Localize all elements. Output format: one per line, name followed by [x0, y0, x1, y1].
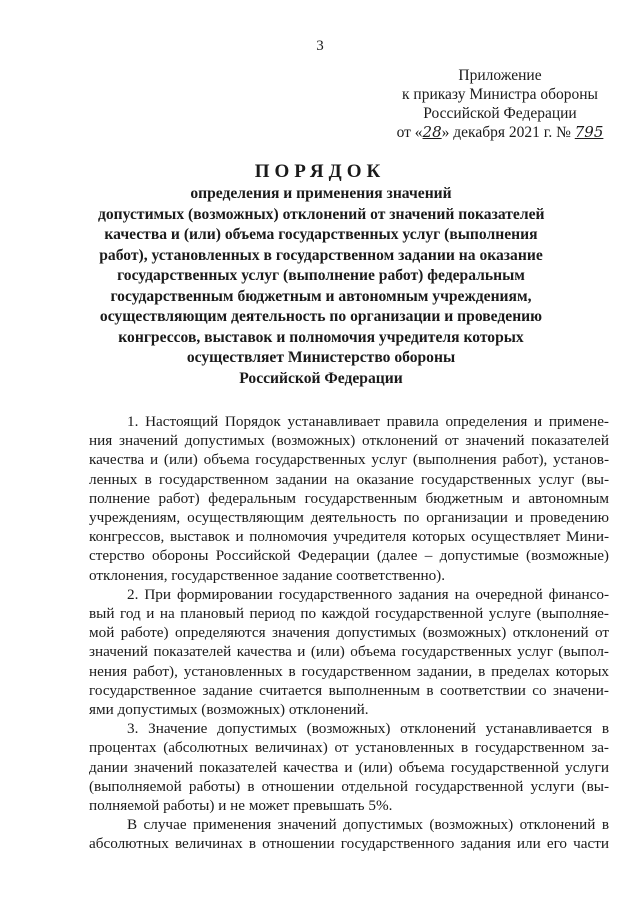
document-subtitle	[98, 184, 544, 389]
paragraph-line: полнение работ) федеральным государственным бюджетным и автономным	[89, 489, 609, 507]
page-number: 3	[316, 38, 324, 54]
paragraph-line: качества и (или) объема государственных услуг (выполнения работ), установ-	[89, 451, 609, 469]
paragraph-line: стерство обороны Российской Федерации (далее – допустимые (возможные)	[89, 547, 609, 565]
paragraph-line: вый год и на плановый период по каждой государственной услуге (выполняе-	[89, 605, 609, 623]
subtitle-line: Российской Федерации	[239, 369, 403, 387]
paragraph	[89, 585, 609, 719]
subtitle-line: государственным бюджетным и автономным учреждениям,	[110, 287, 532, 305]
paragraph-line: абсолютных величинах в отношении государственного задания или его части	[89, 835, 609, 853]
paragraph-line: отклонения, государственное задание соответственно).	[89, 566, 446, 584]
subtitle-line: качества и (или) объема государственных услуг (выполнения	[104, 226, 538, 243]
paragraph-line: дании значений показателей качества и (или) объема государственной услуги	[89, 758, 609, 776]
subtitle-line: допустимых (возможных) отклонений от значений показателей	[98, 205, 545, 223]
paragraph	[89, 412, 609, 585]
subtitle-line: осуществляет Министерство обороны	[186, 349, 456, 366]
paragraph-line: мой работе) определяются значения допустимых (возможных) отклонений от	[89, 624, 609, 642]
paragraph-line: нения работ), установленных в государственном задании, в пределах которых	[89, 662, 609, 680]
paragraph-line: полняемой работы) и не может превышать 5%.	[89, 797, 393, 815]
paragraph-line: (выполняемой работы) в отношении отдельной государственной услуги (вы-	[89, 777, 609, 795]
appendix-date-line	[380, 123, 620, 142]
paragraph-line: 2. При формировании государственного задания на очередной финансо-	[127, 585, 609, 603]
paragraph-line: ленных в государственном задании на оказание государственных услуг (вы-	[89, 470, 609, 488]
appendix-line: Российской Федерации	[423, 105, 577, 122]
paragraph-line: учреждениям, осуществляющим деятельность по организации и проведению	[89, 509, 609, 527]
paragraph-line: значений показателей качества и (или) объема государственных услуг (выпол-	[89, 643, 609, 661]
paragraph-line: 1. Настоящий Порядок устанавливает правила определения и примене-	[127, 413, 609, 430]
appendix-date-prefix: от «	[396, 124, 423, 141]
document-title: ПОРЯДОК	[254, 161, 386, 182]
paragraph-line: ния значений допустимых (возможных) отклонений от значений показателей	[89, 432, 609, 450]
paragraph	[89, 719, 609, 815]
appendix-line: Приложение	[458, 67, 542, 84]
handwritten-day: 28	[422, 123, 442, 141]
paragraph-line: конгрессов, выставок и полномочия учредителя которых осуществляет Мини-	[89, 528, 609, 546]
paragraph-line: 3. Значение допустимых (возможных) отклонений устанавливается в	[127, 720, 609, 738]
paragraph-line: ями допустимых (возможных) отклонений.	[89, 701, 369, 719]
paragraph-line: процентах (абсолютных величинах) от установленных в государственном за-	[89, 739, 609, 757]
subtitle-line: определения и применения значений	[190, 185, 452, 202]
subtitle-line: осуществляющим деятельность по организации и проведению	[99, 308, 543, 325]
subtitle-line: конгрессов, выставок и полномочия учредителя которых	[118, 328, 524, 346]
paragraph-line: государственное задание считается выполненным в соответствии со значени-	[89, 681, 609, 699]
document-body	[89, 412, 609, 854]
paragraph-line: В случае применения значений допустимых (возможных) отклонений в	[127, 816, 609, 834]
subtitle-line: государственных услуг (выполнение работ) федеральным	[117, 267, 525, 284]
subtitle-line: работ), установленных в государственном задании на оказание	[99, 246, 543, 264]
handwritten-order-number: 795	[574, 123, 604, 141]
appendix-line: к приказу Министра обороны	[402, 86, 598, 103]
appendix-date-middle: » декабря 2021 г. №	[441, 124, 575, 141]
paragraph	[89, 815, 609, 853]
appendix-block	[380, 66, 620, 142]
